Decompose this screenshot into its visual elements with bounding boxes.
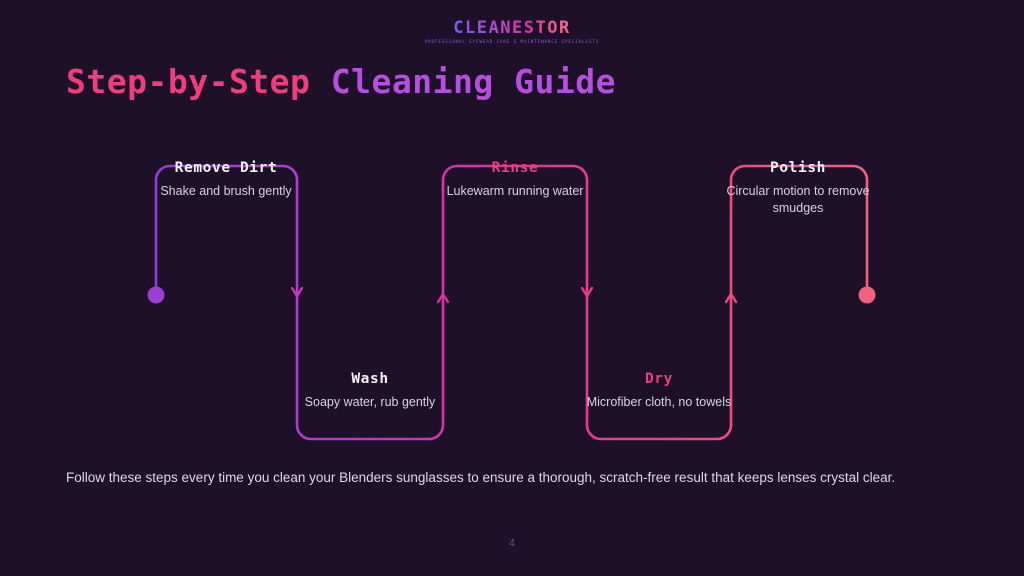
brand-letter: A bbox=[488, 18, 501, 38]
step-card-polish[interactable] bbox=[713, 160, 883, 216]
step-card-wash[interactable] bbox=[285, 371, 455, 411]
brand-tagline: PROFESSIONAL EYEWEAR CARE & MAINTENANCE SPECIALISTS bbox=[424, 39, 600, 44]
step-description: Circular motion to remove smudges bbox=[726, 184, 870, 215]
step-title: Rinse bbox=[491, 160, 539, 176]
brand-name bbox=[453, 18, 571, 38]
brand-letter: L bbox=[465, 18, 477, 38]
brand-logo bbox=[0, 18, 1024, 44]
brand-letter: N bbox=[500, 18, 512, 38]
step-card-dry[interactable] bbox=[574, 371, 744, 411]
brand-letter: R bbox=[559, 18, 571, 38]
step-title: Dry bbox=[645, 371, 673, 387]
step-description: Microfiber cloth, no towels bbox=[586, 395, 732, 409]
start-dot bbox=[148, 287, 165, 304]
brand-letter: E bbox=[476, 18, 489, 38]
brand-letter: E bbox=[512, 18, 524, 38]
step-description: Lukewarm running water bbox=[446, 184, 584, 198]
step-title: Wash bbox=[351, 371, 389, 387]
end-dot bbox=[859, 287, 876, 304]
process-flow-diagram bbox=[0, 128, 1024, 458]
page-title bbox=[66, 62, 616, 101]
footer-note: Follow these steps every time you clean your Blenders sunglasses to ensure a thorough, scratch-free result that keeps lenses crystal clear. bbox=[66, 470, 896, 485]
brand-letter: C bbox=[453, 18, 465, 38]
brand-letter: S bbox=[523, 18, 536, 38]
page-number: 4 bbox=[509, 538, 515, 549]
step-description: Soapy water, rub gently bbox=[304, 395, 436, 409]
step-title: Polish bbox=[770, 160, 826, 176]
brand-letter: T bbox=[535, 18, 548, 38]
step-card-rinse[interactable] bbox=[430, 160, 600, 200]
step-title: Remove Dirt bbox=[174, 160, 278, 176]
step-description: Shake and brush gently bbox=[160, 184, 292, 198]
step-card-remove-dirt[interactable] bbox=[141, 160, 311, 200]
page-title-part2: Cleaning Guide bbox=[330, 62, 616, 101]
page-title-part1: Step-by-Step bbox=[66, 62, 311, 101]
brand-letter: O bbox=[547, 18, 559, 38]
